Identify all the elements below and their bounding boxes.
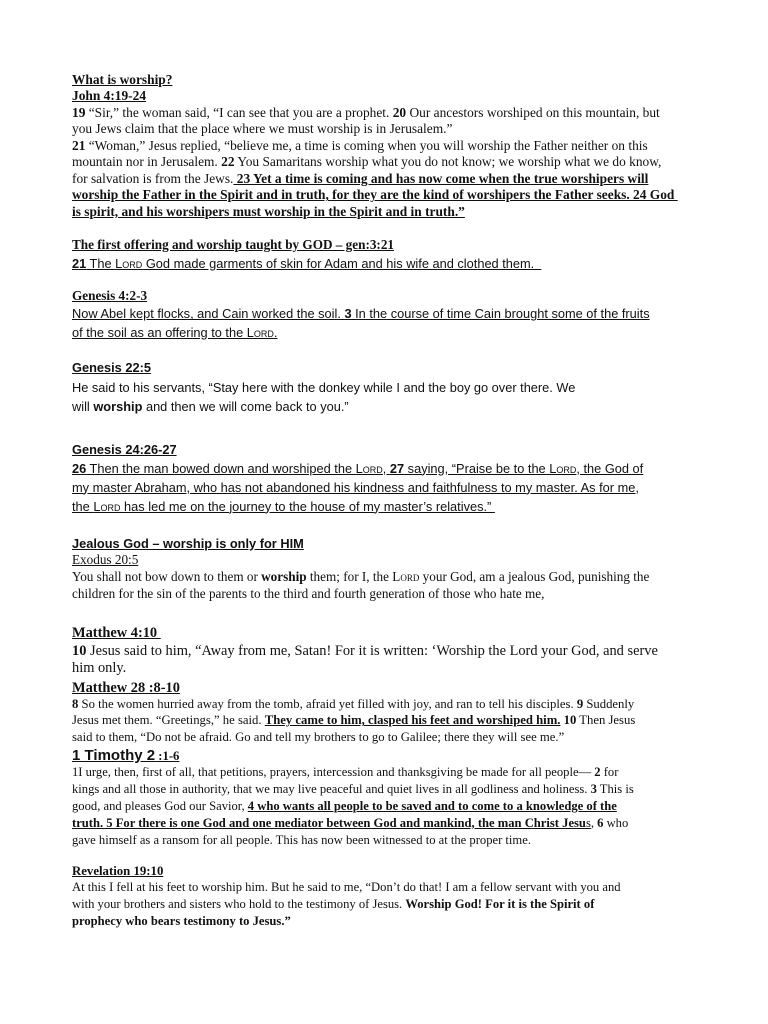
section-heading xyxy=(72,863,621,880)
text-run: So the women hurried away from the tomb, afraid yet filled with joy, and ran to tell his disciples. xyxy=(78,697,577,712)
text-line xyxy=(72,815,634,832)
text-line xyxy=(72,712,635,728)
text-line xyxy=(72,459,643,478)
text-line xyxy=(72,138,678,155)
text-run: Jesus met them. “Greetings,” he said. xyxy=(72,713,265,728)
text-run: Then the man bowed down and worshiped the xyxy=(86,460,356,476)
text-run: 21 xyxy=(72,137,86,153)
text-line xyxy=(72,764,634,781)
text-run: Matthew 28 :8-10 xyxy=(72,679,180,696)
text-run: 8 xyxy=(72,697,79,712)
text-run: truth. 5 For there is one God and one mediator between God and mankind, the man Christ Jesu xyxy=(72,815,586,830)
section-genesis-22 xyxy=(72,358,575,417)
text-run: . xyxy=(273,324,278,340)
section-heading xyxy=(72,748,634,765)
text-line xyxy=(72,569,649,586)
text-run: God made garments of skin for Adam and his wife and clothed them. xyxy=(142,255,542,271)
text-run: They came to him, clasped his feet and worshiped him. xyxy=(264,713,561,728)
text-run: 26 xyxy=(72,460,87,476)
text-run: Lord xyxy=(549,460,577,476)
section-heading xyxy=(72,680,635,696)
text-line xyxy=(72,154,678,171)
text-run: Now Abel kept flocks, and Cain worked the soil. xyxy=(72,306,345,322)
section-heading xyxy=(72,536,649,553)
text-run: Then Jesus xyxy=(576,713,636,728)
text-run: saying, “Praise be to the xyxy=(404,460,550,476)
text-run: 20 xyxy=(392,104,407,120)
section-matthew-28 xyxy=(72,680,635,745)
text-line xyxy=(72,478,643,497)
section-matthew-4 xyxy=(72,625,658,678)
text-run: Our ancestors worshiped on this mountain, but xyxy=(406,104,660,120)
text-run: 9 xyxy=(576,697,584,712)
text-run: 10 xyxy=(563,713,577,728)
text-line xyxy=(72,896,621,913)
text-line xyxy=(72,781,634,798)
text-line xyxy=(72,913,621,930)
text-run: your God, am a jealous God, punishing the xyxy=(419,569,650,584)
text-run: 1 Timothy 2 xyxy=(72,746,156,764)
section-genesis-24 xyxy=(72,440,643,516)
text-run: good, and pleases God our Savior, xyxy=(72,798,248,813)
text-run: Lord xyxy=(392,569,420,584)
text-run: , xyxy=(382,460,390,476)
text-run: for xyxy=(600,765,619,780)
text-line xyxy=(72,171,678,188)
text-run: for salvation is from the Jews. xyxy=(72,170,234,186)
text-run: my master Abraham, who has not abandoned his kindness and faithfulness to my master. As for me, xyxy=(72,479,639,495)
text-run: Suddenly xyxy=(583,697,635,712)
text-run: gave himself as a ransom for all people. This has now been witnessed to at the proper time. xyxy=(72,832,531,847)
text-line xyxy=(72,497,643,516)
text-line xyxy=(72,660,658,678)
text-run: 1I urge, then, first of all, that petitions, prayers, intercession and thanksgiving be made for all people— xyxy=(72,765,595,780)
text-run: Matthew 4:10 xyxy=(72,625,161,642)
text-run: John 4:19-24 xyxy=(72,88,147,104)
text-run: He said to his servants, “Stay here with the donkey while I and the boy go over there. We xyxy=(72,379,576,395)
section-heading xyxy=(72,440,643,459)
text-line xyxy=(72,204,678,221)
text-line xyxy=(72,643,658,661)
text-line xyxy=(72,105,678,122)
text-run: 27 xyxy=(389,460,405,476)
text-line xyxy=(72,187,678,204)
text-run: of the soil as an offering to the xyxy=(72,324,247,340)
section-heading xyxy=(72,625,658,643)
text-run: 3 xyxy=(344,306,352,322)
text-run: The xyxy=(86,255,116,271)
section-heading xyxy=(72,358,575,378)
text-run: At this I fell at his feet to worship him. But he said to me, “Don’t do that! I am a fellow servant with you and xyxy=(72,880,621,895)
text-run: Jesus said to him, “Away from me, Satan! For it is written: ‘Worship the Lord your God, and serve xyxy=(86,642,658,659)
text-run: Lord xyxy=(246,324,274,340)
text-run: kings and all those in authority, that we may live peaceful and quiet lives in all godliness and holiness. xyxy=(72,782,591,797)
text-run: 4 who wants all people to be saved and to come to a knowledge of the xyxy=(247,798,617,813)
text-run: you Jews claim that the place where we must worship is in Jerusalem.” xyxy=(72,121,453,137)
text-run: 22 xyxy=(221,154,235,170)
text-run: , xyxy=(590,815,598,830)
text-run: him only. xyxy=(72,660,127,677)
text-line xyxy=(72,378,575,398)
text-run: has led me on the journey to the house of my master’s relatives.” xyxy=(120,498,495,514)
section-heading xyxy=(72,287,650,306)
text-run: Genesis 24:26-27 xyxy=(72,441,177,457)
text-run: “Woman,” Jesus replied, “believe me, a time is coming when you will worship the Father neither on this xyxy=(85,137,648,153)
section-genesis-4 xyxy=(72,287,650,343)
text-line xyxy=(72,305,650,324)
text-run: This is xyxy=(596,782,634,797)
text-run: the xyxy=(72,498,94,514)
section-heading xyxy=(72,72,678,89)
text-line xyxy=(72,798,634,815)
text-run: Genesis 4:2-3 xyxy=(72,287,148,303)
section-first-offering xyxy=(72,235,541,273)
text-run: worship the Father in the Spirit and in truth, for they are the kind of worshipers the Father seeks. 24 God xyxy=(72,187,678,203)
text-line xyxy=(72,324,650,343)
text-run: Revelation 19:10 xyxy=(72,863,164,878)
section-revelation-19 xyxy=(72,863,621,930)
text-run: What is worship? xyxy=(72,71,173,87)
text-run: 23 Yet a time is coming and has now come when the true worshipers will xyxy=(233,170,649,186)
text-run: “Sir,” the woman said, “I can see that you are a prophet. xyxy=(85,104,393,120)
section-jealous-god xyxy=(72,536,649,603)
text-run: who xyxy=(603,815,629,830)
text-line xyxy=(72,552,649,569)
text-line xyxy=(72,879,621,896)
text-line xyxy=(72,586,649,603)
text-run: prophecy who bears testimony to Jesus.” xyxy=(72,913,291,928)
text-run: In the course of time Cain brought some of the fruits xyxy=(351,306,650,322)
text-line xyxy=(72,832,634,849)
text-run: them; for I, the xyxy=(306,569,393,584)
text-line xyxy=(72,696,635,712)
text-run: worship xyxy=(261,569,307,584)
text-run: will xyxy=(72,399,94,415)
text-run: Lord xyxy=(355,460,383,476)
text-run: You Samaritans worship what you do not know; we worship what we do know, xyxy=(234,154,662,170)
text-line xyxy=(72,88,678,105)
section-john-4 xyxy=(72,72,678,221)
text-run: Lord xyxy=(115,255,143,271)
text-run: Lord xyxy=(93,498,121,514)
text-run: said to them, “Do not be afraid. Go and tell my brothers to go to Galilee; there they will see me.” xyxy=(72,729,565,744)
text-run: 10 xyxy=(72,642,87,659)
text-run: , the God of xyxy=(576,460,644,476)
text-run: children for the sin of the parents to the third and fourth generation of those who hate me, xyxy=(72,585,545,601)
text-run: mountain nor in Jerusalem. xyxy=(72,154,222,170)
text-line xyxy=(72,121,678,138)
text-run: is spirit, and his worshipers must worship in the Spirit and in truth.” xyxy=(72,203,465,219)
text-run: 3 xyxy=(590,782,597,797)
text-line xyxy=(72,397,575,417)
text-line xyxy=(72,729,635,745)
text-line xyxy=(72,254,541,273)
text-run: Jealous God – worship is only for HIM xyxy=(72,535,304,551)
text-run: You shall not bow down to them or xyxy=(72,569,262,584)
section-1-timothy-2 xyxy=(72,748,634,849)
text-run: Worship God! For it is the Spirit of xyxy=(405,897,595,911)
text-run: and then we will come back to you.” xyxy=(142,399,349,415)
section-heading xyxy=(72,235,541,254)
text-run: Exodus 20:5 xyxy=(72,552,139,568)
text-run: 6 xyxy=(597,815,604,830)
text-run: worship xyxy=(93,399,143,415)
text-run: with your brothers and sisters who hold to the testimony of Jesus. xyxy=(72,897,406,911)
text-run: Genesis 22:5 xyxy=(72,360,151,376)
text-run: 19 xyxy=(72,104,86,120)
text-run: The first offering and worship taught by GOD – gen:3:21 xyxy=(72,236,395,252)
text-run: 21 xyxy=(72,255,87,271)
text-run: :1-6 xyxy=(155,748,180,763)
text-run: 2 xyxy=(594,765,601,780)
text-run: s xyxy=(585,815,591,830)
